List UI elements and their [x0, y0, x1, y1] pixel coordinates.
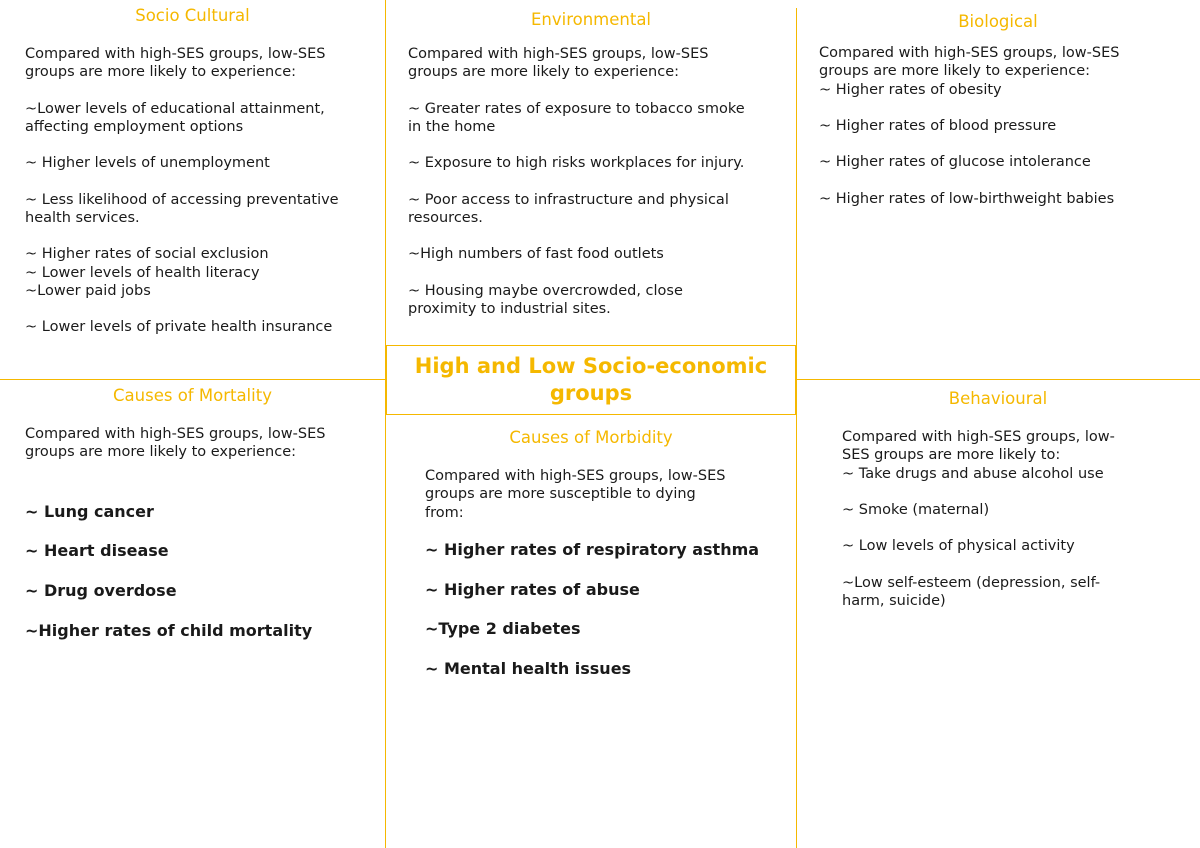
list-item: ~ Greater rates of exposure to tobacco smoke in the home	[408, 100, 745, 135]
list-item: ~Higher rates of child mortality	[25, 620, 313, 640]
behavioural-panel	[842, 390, 1182, 610]
morbidity-list	[425, 540, 785, 679]
biological-intro: Compared with high-SES groups, low-SES groups are more likely to experience:	[819, 45, 1120, 80]
center-title: High and Low Socio-economic groups	[414, 354, 768, 405]
behavioural-list	[842, 465, 1182, 611]
mortality-heading: Causes of Mortality	[113, 386, 272, 405]
socio-cultural-heading: Socio Cultural	[135, 6, 250, 25]
list-item: ~ Drug overdose	[25, 580, 177, 600]
biological-list	[819, 81, 1189, 208]
list-item: ~ Higher rates of social exclusion	[25, 246, 269, 263]
socio-cultural-intro: Compared with high-SES groups, low-SES groups are more likely to experience:	[25, 46, 326, 81]
morbidity-panel	[425, 429, 785, 699]
socio-cultural-panel	[25, 7, 370, 336]
environmental-intro: Compared with high-SES groups, low-SES groups are more likely to experience:	[408, 46, 709, 81]
divider-vertical-right	[796, 8, 797, 848]
list-item: ~ Higher rates of abuse	[425, 579, 640, 599]
list-item: ~ Higher rates of obesity	[819, 81, 1002, 98]
list-item: ~ Heart disease	[25, 541, 169, 561]
mortality-list	[25, 502, 375, 641]
morbidity-heading: Causes of Morbidity	[509, 428, 673, 447]
divider-vertical-left	[385, 0, 386, 848]
list-item: ~ Higher levels of unemployment	[25, 155, 270, 172]
list-item: ~ Lower levels of private health insurance	[25, 319, 333, 336]
list-item: ~ Higher rates of glucose intolerance	[819, 154, 1091, 171]
morbidity-intro: Compared with high-SES groups, low-SES groups are more susceptible to dying from:	[425, 468, 726, 521]
mortality-panel	[25, 387, 375, 660]
list-item: ~ Take drugs and abuse alcohol use	[842, 465, 1104, 482]
biological-heading: Biological	[958, 12, 1038, 31]
list-item: ~Lower levels of educational attainment, affecting employment options	[25, 100, 325, 135]
environmental-panel	[408, 11, 788, 318]
list-item: ~ Exposure to high risks workplaces for injury.	[408, 155, 745, 172]
list-item: ~ Higher rates of respiratory asthma	[425, 539, 760, 559]
list-item: ~Type 2 diabetes	[425, 619, 581, 639]
behavioural-heading: Behavioural	[948, 389, 1048, 408]
list-item: ~ Lower levels of health literacy	[25, 264, 260, 281]
list-item: ~High numbers of fast food outlets	[408, 246, 664, 263]
environmental-list	[408, 100, 788, 318]
list-item: ~ Smoke (maternal)	[842, 502, 990, 518]
list-item: ~Lower paid jobs	[25, 282, 151, 299]
biological-panel	[819, 13, 1189, 208]
list-item: ~ Lung cancer	[25, 501, 154, 521]
list-item: ~ Higher rates of low-birthweight babies	[819, 190, 1115, 207]
center-title-box	[386, 345, 796, 415]
list-item: ~ Housing maybe overcrowded, close proximity to industrial sites.	[408, 282, 683, 317]
mortality-intro: Compared with high-SES groups, low-SES groups are more likely to experience:	[25, 426, 326, 461]
environmental-heading: Environmental	[530, 10, 652, 29]
list-item: ~ Less likelihood of accessing preventative health services.	[25, 191, 339, 226]
list-item: ~Low self-esteem (depression, self- harm, suicide)	[842, 574, 1101, 609]
divider-horizontal-right	[796, 379, 1200, 380]
socio-cultural-list	[25, 100, 370, 337]
list-item: ~ Low levels of physical activity	[842, 538, 1075, 555]
list-item: ~ Mental health issues	[425, 658, 632, 678]
divider-horizontal-left	[0, 379, 386, 380]
list-item: ~ Poor access to infrastructure and physical resources.	[408, 191, 729, 226]
behavioural-intro: Compared with high-SES groups, low- SES groups are more likely to:	[842, 429, 1115, 464]
list-item: ~ Higher rates of blood pressure	[819, 118, 1057, 134]
